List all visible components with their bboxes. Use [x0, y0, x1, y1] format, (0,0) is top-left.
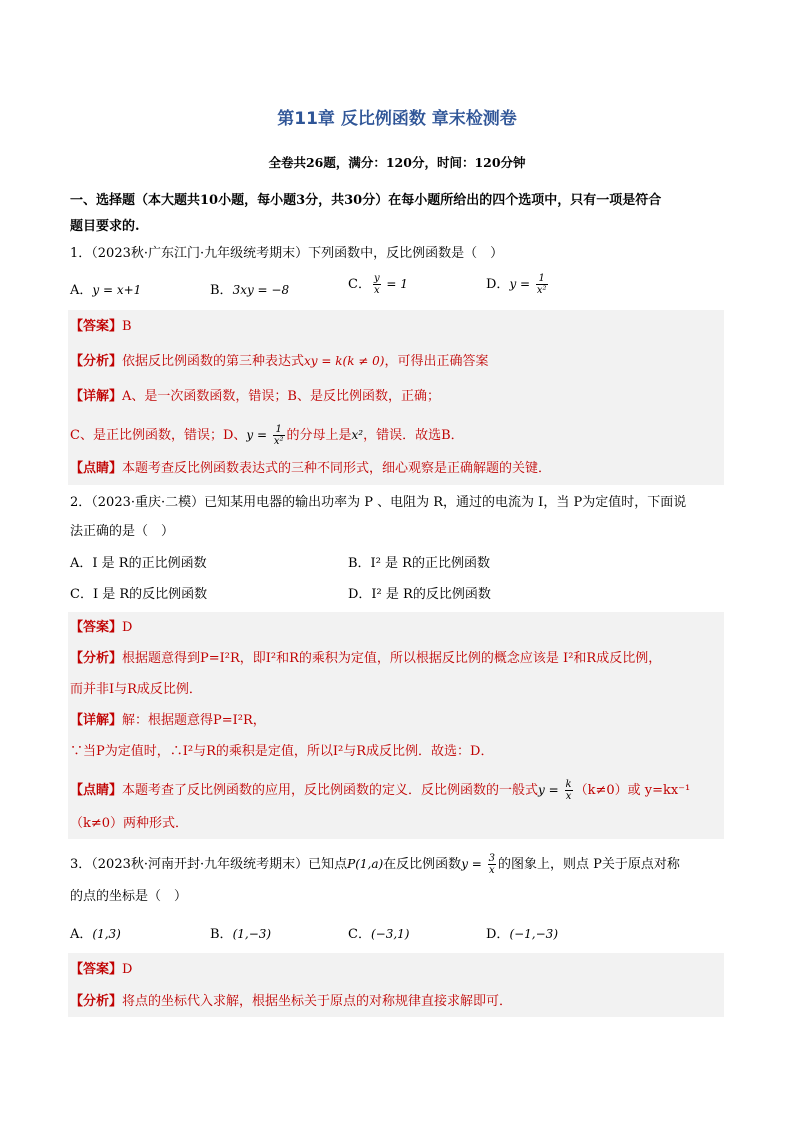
- q2-option-a: A．I 是 R的正比例函数: [70, 556, 207, 571]
- q1-option-b: B．3xy = −8: [210, 283, 290, 298]
- q1-option-c: C． $\frac{y}{x}$ = 1: [348, 273, 408, 296]
- q1-detail-line1: 【详解】A、是一次函数函数，错误；B、是反比例函数，正确；: [70, 389, 440, 404]
- q1-answer: 【答案】B: [70, 319, 132, 334]
- q2-detail-line2: ∵当P为定值时，∴I²与R的乘积是定值，所以I²与R成反比例．故选：D．: [70, 744, 494, 759]
- q1-stem: 1．（2023秋·广东江门·九年级统考期末）下列函数中，反比例函数是（ ）: [70, 246, 504, 261]
- q3-stem-line1: 3．（2023秋·河南开封·九年级统考期末）已知点P(1,a)在反比例函数y = $\frac{3}{x}$ 的图象上，则点 P关于原点对称: [70, 853, 680, 876]
- q2-comment-line1: 【点睛】本题考查了反比例函数的应用，反比例函数的定义．反比例函数的一般式y = $\frac{k}{x}$ （k≠0）或 y=kx⁻¹: [70, 779, 691, 802]
- q2-analysis-line2: 而并非I与R成反比例．: [70, 682, 202, 697]
- q1-detail-line2: C、是正比例函数，错误；D、y = $\frac{1}{\text{x²}}$ 的分母上是x²，错误．故选B．: [70, 424, 464, 447]
- q2-option-d: D．I² 是 R的反比例函数: [348, 587, 491, 602]
- q1-comment: 【点睛】本题考查反比例函数表达式的三种不同形式，细心观察是正确解题的关键．: [70, 461, 552, 476]
- page-title: 第11章 反比例函数 章末检测卷: [277, 109, 517, 129]
- q2-comment-line2: （k≠0）两种形式．: [70, 816, 189, 831]
- q3-analysis: 【分析】将点的坐标代入求解，根据坐标关于原点的对称规律直接求解即可．: [70, 994, 513, 1009]
- q2-detail-line1: 【详解】解：根据题意得P=I²R，: [70, 713, 266, 728]
- q2-stem-line2: 法正确的是（ ）: [70, 524, 175, 539]
- section-heading-line1: 一、选择题（本大题共10小题，每小题3分，共30分）在每小题所给出的四个选项中，只有一项是符合: [70, 193, 662, 208]
- q3-option-c: C．(−3,1): [348, 927, 410, 942]
- q1-option-a: A．y = x+1: [70, 283, 142, 298]
- q3-stem-line2: 的点的坐标是（ ）: [70, 889, 188, 904]
- q2-option-c: C．I 是 R的反比例函数: [70, 587, 208, 602]
- q1-option-d: D．y = $\frac{1}{\text{x²}}$: [486, 273, 547, 296]
- q2-option-b: B．I² 是 R的正比例函数: [348, 556, 490, 571]
- q3-option-d: D．(−1,−3): [486, 927, 558, 942]
- exam-info: 全卷共26题，满分：120分，时间：120分钟: [268, 155, 526, 170]
- q3-option-b: B．(1,−3): [210, 927, 272, 942]
- q1-analysis: 【分析】依据反比例函数的第三种表达式xy = k(k ≠ 0)，可得出正确答案: [70, 354, 489, 369]
- q3-option-a: A．(1,3): [70, 927, 121, 942]
- q2-analysis-line1: 【分析】根据题意得到P=I²R，即I²和R的乘积为定值，所以根据反比例的概念应该是 I²和R成反比例，: [70, 651, 662, 666]
- section-heading-line2: 题目要求的.: [70, 219, 140, 234]
- q2-answer: 【答案】D: [70, 620, 133, 635]
- q3-answer: 【答案】D: [70, 962, 133, 977]
- q2-stem-line1: 2．（2023·重庆·二模）已知某用电器的输出功率为 P 、电阻为 R，通过的电流为 I，当 P为定值时，下面说: [70, 495, 687, 510]
